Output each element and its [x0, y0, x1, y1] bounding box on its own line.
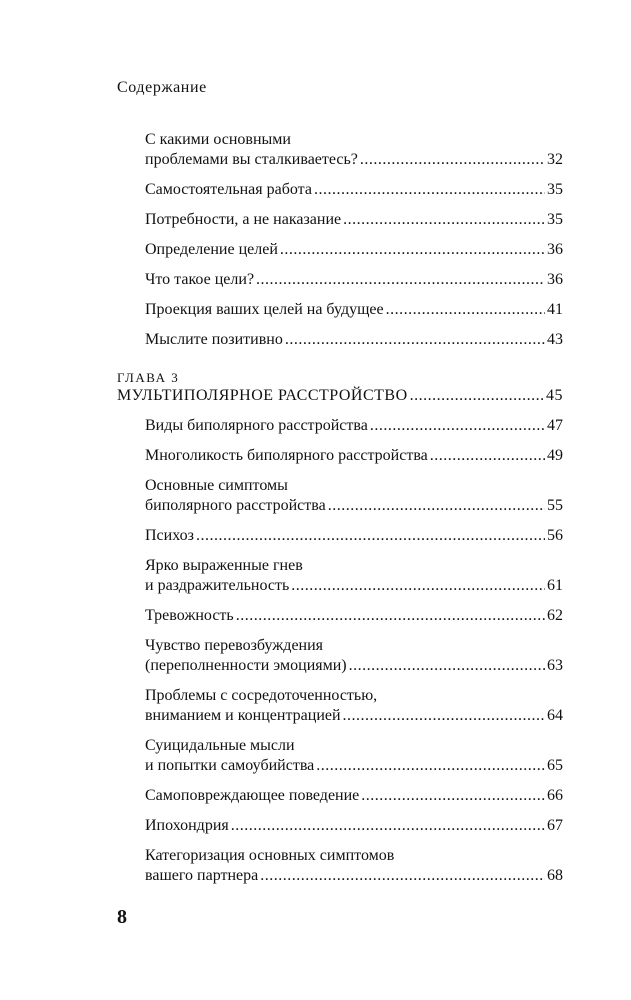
toc-entry[interactable] [145, 210, 563, 230]
table-of-contents [117, 130, 563, 896]
dot-leader [316, 756, 545, 776]
dot-leader [256, 270, 545, 290]
page-number: 41 [547, 301, 563, 318]
toc-entry[interactable] [145, 786, 563, 806]
toc-entry-title: Самоповреждающее поведение [145, 787, 360, 804]
page-folio: 8 [117, 906, 127, 928]
dot-leader [260, 866, 545, 886]
toc-entry[interactable] [145, 686, 563, 726]
toc-entry-title-line: Категоризация основных симптомов [145, 847, 395, 864]
page-number: 36 [547, 271, 563, 288]
page-number: 32 [547, 151, 563, 168]
toc-entry-chapter-3[interactable] [117, 386, 563, 406]
page-number: 68 [547, 867, 563, 884]
dot-leader [285, 330, 545, 350]
toc-entry-title: Самостоятельная работа [145, 181, 312, 198]
page-number: 43 [547, 331, 563, 348]
toc-entry-title: Мыслите позитивно [145, 331, 283, 348]
page-number: 47 [547, 417, 563, 434]
toc-entry[interactable] [145, 736, 563, 776]
page-number: 61 [547, 577, 563, 594]
toc-entry-title: Что такое цели? [145, 271, 255, 288]
toc-entry-title-line: Ярко выраженные гнев [145, 557, 303, 574]
page-number: 67 [547, 817, 563, 834]
dot-leader [410, 386, 544, 406]
page-number: 35 [547, 181, 563, 198]
toc-entry[interactable] [145, 846, 563, 886]
toc-entry-title: Проекция ваших целей на будущее [145, 301, 384, 318]
dot-leader [370, 416, 545, 436]
toc-entry-title: Тревожность [145, 607, 234, 624]
toc-section-chapter-3 [117, 416, 563, 886]
toc-entry[interactable] [145, 300, 563, 320]
toc-entry[interactable] [145, 556, 563, 596]
toc-entry[interactable] [145, 446, 563, 466]
toc-entry-title: и раздражительность [145, 577, 290, 594]
toc-entry-title: (переполненности эмоциями) [145, 657, 347, 674]
dot-leader [361, 786, 545, 806]
toc-entry-title-line: С какими основными [145, 131, 291, 148]
toc-entry-title: Потребности, а не наказание [145, 211, 342, 228]
dot-leader [280, 240, 545, 260]
toc-entry[interactable] [145, 130, 563, 170]
page-number: 36 [547, 241, 563, 258]
toc-entry-title: проблемами вы сталкиваетесь? [145, 151, 358, 168]
page-number: 66 [547, 787, 563, 804]
page-number: 49 [547, 447, 563, 464]
toc-entry[interactable] [145, 636, 563, 676]
toc-entry[interactable] [145, 330, 563, 350]
toc-entry-title-line: Суицидальные мысли [145, 737, 295, 754]
toc-entry-title-line: Чувство перевозбуждения [145, 637, 324, 654]
running-head: Содержание [117, 79, 207, 96]
dot-leader [343, 706, 545, 726]
page-number: 63 [547, 657, 563, 674]
page-number: 65 [547, 757, 563, 774]
toc-entry-title: Ипохондрия [145, 817, 229, 834]
dot-leader [314, 180, 545, 200]
toc-entry[interactable] [145, 240, 563, 260]
dot-leader [236, 606, 545, 626]
chapter-label: ГЛАВА 3 [117, 370, 180, 385]
dot-leader [430, 446, 545, 466]
page-number: 45 [546, 387, 563, 404]
toc-entry[interactable] [145, 606, 563, 626]
page-number: 35 [547, 211, 563, 228]
toc-entry[interactable] [145, 526, 563, 546]
toc-entry[interactable] [145, 476, 563, 516]
dot-leader [360, 150, 545, 170]
toc-entry[interactable] [145, 416, 563, 436]
dot-leader [291, 576, 545, 596]
page-number: 55 [547, 497, 563, 514]
toc-entry-title: Многоликость биполярного расстройства [145, 447, 428, 464]
toc-entry[interactable] [145, 180, 563, 200]
dot-leader [386, 300, 545, 320]
toc-entry-title: Определение целей [145, 241, 278, 258]
chapter-title: МУЛЬТИПОЛЯРНОЕ РАССТРОЙСТВО [117, 387, 408, 404]
dot-leader [231, 816, 545, 836]
dot-leader [343, 210, 545, 230]
dot-leader [196, 526, 545, 546]
dot-leader [328, 496, 545, 516]
toc-entry[interactable] [145, 270, 563, 290]
page-number: 64 [547, 707, 563, 724]
toc-entry-title: и попытки самоубийства [145, 757, 315, 774]
toc-entry-title: Психоз [145, 527, 194, 544]
toc-entry-title-line: Проблемы с сосредоточенностью, [145, 687, 378, 704]
toc-entry-title: вниманием и концентрацией [145, 707, 341, 724]
toc-entry-title: Виды биполярного расстройства [145, 417, 368, 434]
toc-entry-title-line: Основные симптомы [145, 477, 288, 494]
toc-entry[interactable] [145, 816, 563, 836]
toc-section-chapter-2-continued [117, 130, 563, 350]
toc-entry-title: вашего партнера [145, 867, 259, 884]
page-number: 56 [547, 527, 563, 544]
toc-entry-title: биполярного расстройства [145, 497, 326, 514]
dot-leader [349, 656, 545, 676]
page-number: 62 [547, 607, 563, 624]
